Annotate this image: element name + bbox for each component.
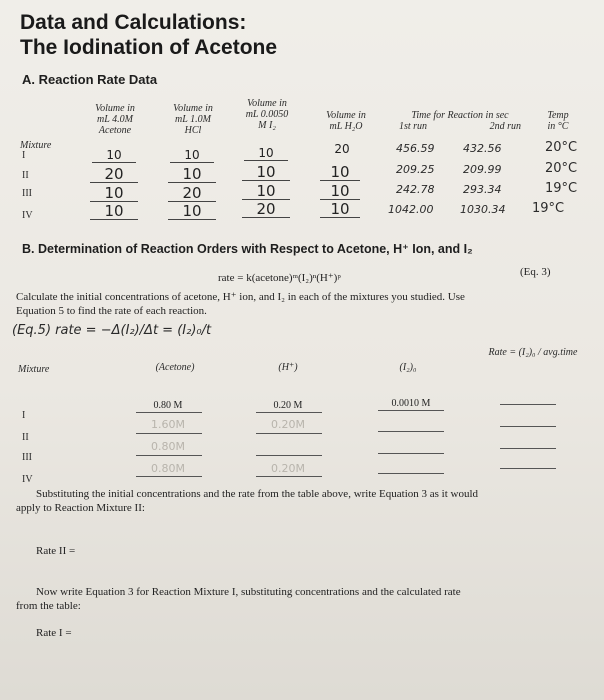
blank-line xyxy=(136,412,202,413)
cell-acetone: 10 xyxy=(90,203,138,220)
cell-water: 10 xyxy=(320,201,360,218)
now-write-line-1: Now write Equation 3 for Reaction Mixture I, substituting concentrations and the calculated rate xyxy=(36,586,461,598)
cell-b-acetone: 0.80M xyxy=(151,462,185,475)
header-hcl xyxy=(158,103,228,136)
row-label: IV xyxy=(22,210,33,221)
header-hcl-line3: HCl xyxy=(184,125,202,136)
cell-hcl: 10 xyxy=(168,203,216,220)
now-write-line-2: from the table: xyxy=(16,600,81,612)
header-water-line2: mL H₂O xyxy=(329,121,363,132)
row-label: II xyxy=(22,432,29,443)
header-temp-line2: in °C xyxy=(547,121,569,132)
blank-line xyxy=(136,455,202,456)
header-time-run1: 1st run xyxy=(399,121,428,132)
header-b-acetone: (Acetone) xyxy=(155,362,195,373)
cell-b-acetone: 0.80M xyxy=(151,440,185,453)
header-temp xyxy=(538,110,578,132)
header-b-rate: Rate = (I₂)₀ / avg.time xyxy=(488,347,578,358)
blank-rate xyxy=(500,426,556,427)
cell-temp: 19°C xyxy=(545,181,578,196)
header-iodine-line3: M I₂ xyxy=(258,120,276,131)
instructions-line-1: Calculate the initial concentrations of acetone, H⁺ ion, and I₂ in each of the mixtures you studied. Use xyxy=(16,291,465,303)
cell-acetone: 10 xyxy=(90,185,138,202)
header-time-run2: 2nd run xyxy=(489,121,521,132)
cell-acetone: 10 xyxy=(92,148,136,163)
header-time-line1: Time for Reaction in sec xyxy=(411,110,509,121)
blank-line xyxy=(378,473,444,474)
cell-water: 10 xyxy=(320,164,360,181)
header-b-iodine: (I₂)₀ xyxy=(399,362,417,373)
page-title xyxy=(20,10,277,60)
header-acetone-line3: Acetone xyxy=(98,125,132,136)
cell-run1: 242.78 xyxy=(396,183,435,196)
cell-temp: 20°C xyxy=(545,140,578,155)
substitute-line-1: Substituting the initial concentrations and the rate from the table above, write Equation 3 as it would xyxy=(36,488,479,500)
row-label: III xyxy=(22,188,32,199)
cell-water: 20 xyxy=(334,142,350,156)
header-iodine-line1: Volume in xyxy=(247,98,287,109)
cell-temp: 19°C xyxy=(532,201,565,216)
section-b-heading: B. Determination of Reaction Orders with Respect to Acetone, H⁺ Ion, and I₂ xyxy=(22,242,473,256)
rate-i-label: Rate I = xyxy=(36,627,72,639)
rate-law-equation: rate = k(acetone)ᵐ(I₂)ⁿ(H⁺)ᵖ xyxy=(218,272,341,284)
header-water xyxy=(315,110,377,132)
blank-line xyxy=(256,476,322,477)
row-label: IV xyxy=(22,474,33,485)
blank-line xyxy=(378,431,444,432)
header-hcl-line2: mL 1.0M xyxy=(175,114,211,125)
blank-line xyxy=(378,453,444,454)
blank-rate xyxy=(500,448,556,449)
blank-line xyxy=(256,412,322,413)
header-hcl-line1: Volume in xyxy=(173,103,213,114)
cell-hcl: 10 xyxy=(170,148,214,163)
blank-line xyxy=(136,476,202,477)
cell-run2: 432.56 xyxy=(463,142,502,155)
blank-line xyxy=(136,433,202,434)
cell-temp: 20°C xyxy=(545,161,578,176)
blank-line xyxy=(256,433,322,434)
cell-acetone: 20 xyxy=(90,166,138,183)
cell-b-h: 0.20M xyxy=(271,418,305,431)
row-label: II xyxy=(22,170,29,181)
cell-run1: 456.59 xyxy=(396,142,435,155)
header-temp-line1: Temp xyxy=(547,110,569,121)
cell-water: 10 xyxy=(320,183,360,200)
cell-iodine: 20 xyxy=(242,201,290,218)
cell-hcl: 20 xyxy=(168,185,216,202)
cell-hcl: 10 xyxy=(168,166,216,183)
cell-b-acetone: 1.60M xyxy=(151,418,185,431)
header-b-h: (H⁺) xyxy=(278,362,298,373)
blank-rate xyxy=(500,404,556,405)
header-acetone-line1: Volume in xyxy=(95,103,135,114)
cell-b-h: 0.20M xyxy=(271,462,305,475)
title-line-2: The Iodination of Acetone xyxy=(20,36,278,59)
header-water-line1: Volume in xyxy=(326,110,366,121)
title-line-1: Data and Calculations: xyxy=(20,11,247,34)
cell-iodine: 10 xyxy=(244,146,288,161)
header-b-mixture: Mixture xyxy=(18,364,50,375)
blank-line xyxy=(256,455,322,456)
row-label: III xyxy=(22,452,32,463)
substitute-line-2: apply to Reaction Mixture II: xyxy=(16,502,145,514)
header-time xyxy=(385,110,535,132)
cell-run1: 209.25 xyxy=(396,163,435,176)
rate-ii-label: Rate II = xyxy=(36,545,76,557)
header-time-runs xyxy=(385,121,535,132)
equation-label: (Eq. 3) xyxy=(520,266,551,278)
section-a-heading: A. Reaction Rate Data xyxy=(22,72,158,87)
cell-run2: 1030.34 xyxy=(460,203,506,216)
row-label: I xyxy=(22,410,26,421)
cell-run2: 209.99 xyxy=(463,163,502,176)
blank-rate xyxy=(500,468,556,469)
cell-b-iodine: 0.0010 M xyxy=(391,398,431,409)
cell-iodine: 10 xyxy=(242,164,290,181)
header-acetone-line2: mL 4.0M xyxy=(97,114,133,125)
cell-b-h: 0.20 M xyxy=(273,400,303,411)
header-mixture: Mixture xyxy=(20,140,52,151)
instructions-line-2: Equation 5 to find the rate of each reaction. xyxy=(16,305,207,317)
cell-run2: 293.34 xyxy=(463,183,502,196)
cell-run1: 1042.00 xyxy=(388,203,434,216)
header-iodine-line2: mL 0.0050 xyxy=(245,109,289,120)
row-label: I xyxy=(22,150,26,161)
blank-line xyxy=(378,410,444,411)
header-acetone xyxy=(80,103,150,136)
cell-iodine: 10 xyxy=(242,183,290,200)
cell-b-acetone: 0.80 M xyxy=(153,400,183,411)
header-iodine xyxy=(232,98,302,131)
handwritten-rate-equation: (Eq.5) rate = −Δ(I₂)/Δt = (I₂)₀/t xyxy=(12,323,212,338)
